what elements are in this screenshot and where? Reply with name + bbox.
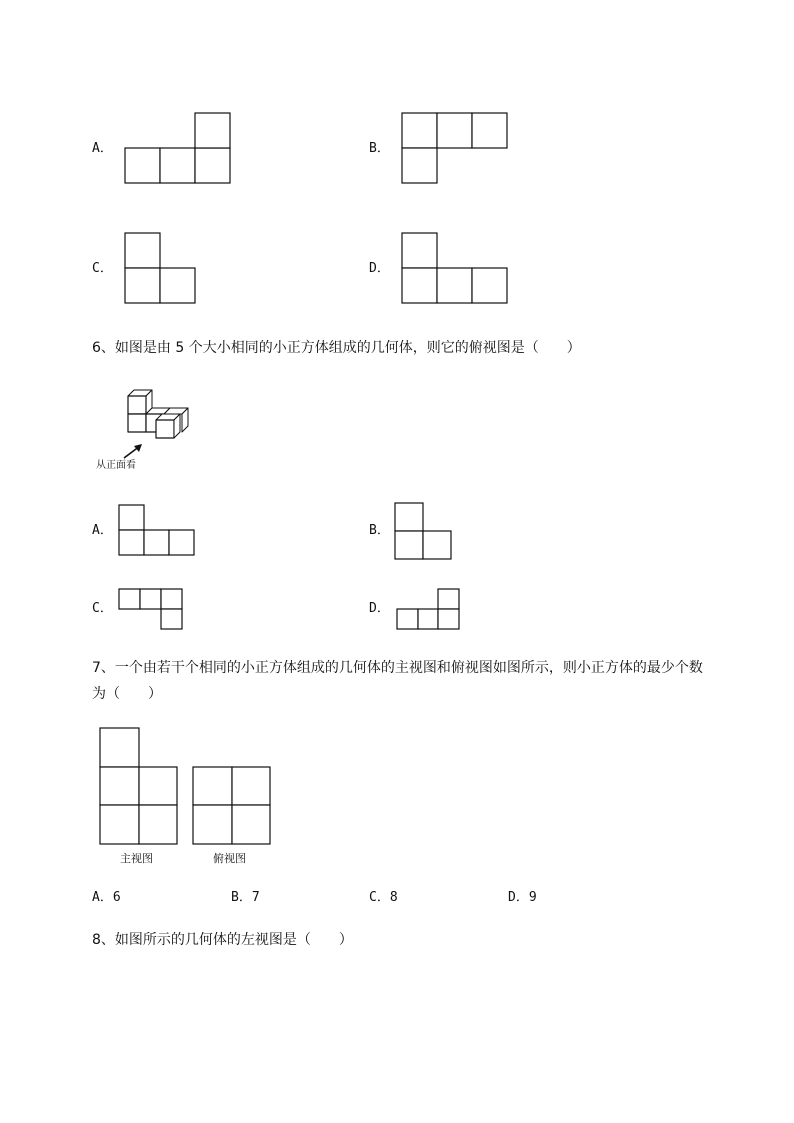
q6-option-a-label: A．: [92, 523, 113, 538]
q7-option-c: C．8: [369, 890, 398, 905]
q6-option-a-figure: [118, 504, 196, 556]
q7-option-b: B．7: [231, 890, 260, 905]
q7-stem-line2: 为（ ）: [92, 686, 162, 702]
q6-option-d-label: D．: [369, 601, 390, 616]
q7-front-view-figure: [99, 727, 179, 846]
q5-option-a-figure: [124, 112, 232, 185]
q6-option-c-figure: [118, 588, 184, 630]
q7-option-a: A．6: [92, 890, 121, 905]
q7-top-view-figure: [192, 766, 272, 846]
q6-option-b-figure: [394, 502, 452, 560]
q7-front-view-caption: 主视图: [120, 852, 153, 865]
q6-stem: 6、如图是由 5 个大小相同的小正方体组成的几何体，则它的俯视图是（ ）: [92, 340, 581, 356]
q7-stem-line1: 7、一个由若干个相同的小正方体组成的几何体的主视图和俯视图如图所示，则小正方体的最少个数: [92, 660, 703, 676]
q5-option-a-label: A．: [92, 141, 113, 156]
q6-figure-caption: 从正面看: [96, 460, 136, 471]
q5-option-d-figure: [401, 232, 509, 305]
q5-option-c-label: C．: [92, 261, 113, 276]
q8-stem: 8、如图所示的几何体的左视图是（ ）: [92, 932, 353, 948]
q6-solid-figure: [124, 388, 194, 444]
q6-option-b-label: B．: [369, 523, 390, 538]
view-direction-arrow-icon: [121, 442, 145, 460]
q5-option-b-label: B．: [369, 141, 390, 156]
q6-option-c-label: C．: [92, 601, 113, 616]
q5-option-d-label: D．: [369, 261, 390, 276]
q7-option-d: D．9: [508, 890, 537, 905]
q5-option-c-figure: [124, 232, 197, 305]
q7-top-view-caption: 俯视图: [213, 852, 246, 865]
q6-option-d-figure: [396, 588, 461, 630]
q5-option-b-figure: [401, 112, 509, 185]
